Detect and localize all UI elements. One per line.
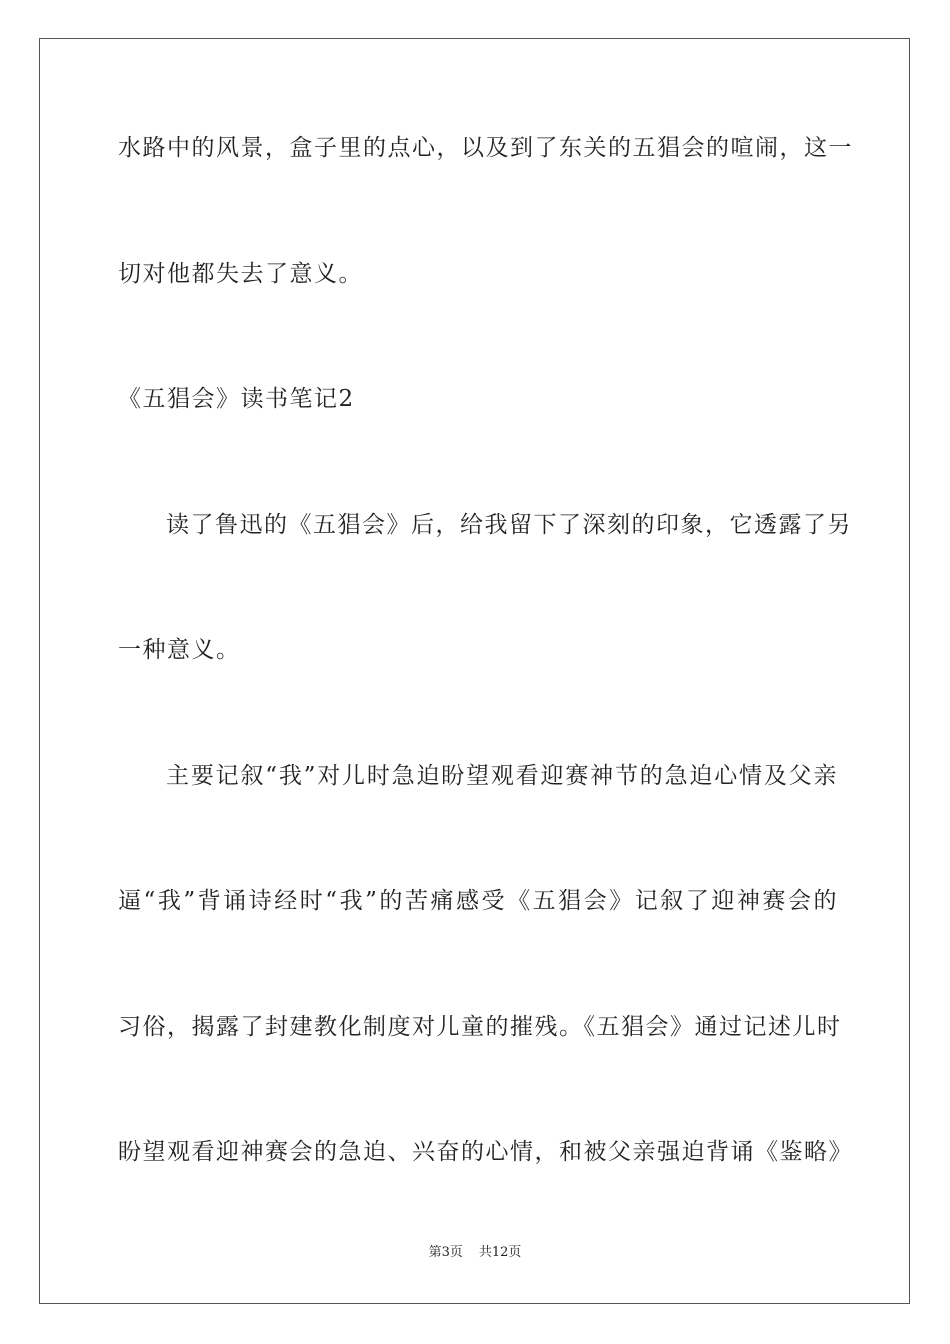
paragraph-line: 逼“我”背诵诗经时“我”的苦痛感受《五猖会》记叙了迎神赛会的 — [118, 888, 838, 914]
section-heading: 《五猖会》读书笔记2 — [118, 386, 355, 412]
paragraph-line: 盼望观看迎神赛会的急迫、兴奋的心情，和被父亲强迫背诵《鉴略》 — [118, 1139, 853, 1165]
paragraph-line: 习俗，揭露了封建教化制度对儿童的摧残。《五猖会》通过记述儿时 — [118, 1014, 842, 1040]
page-border — [39, 38, 910, 1304]
page-total: 共12页 — [478, 1245, 522, 1260]
paragraph-line: 水路中的风景，盒子里的点心，以及到了东关的五猖会的喧闹，这一 — [118, 135, 853, 161]
paragraph-line: 切对他都失去了意义。 — [118, 261, 363, 287]
page-footer — [0, 1244, 950, 1262]
page-number: 第3页 — [428, 1245, 463, 1260]
paragraph-line: 一种意义。 — [118, 637, 241, 663]
paragraph-line: 读了鲁迅的《五猖会》后，给我留下了深刻的印象，它透露了另 — [166, 512, 852, 538]
paragraph-line: 主要记叙“我”对儿时急迫盼望观看迎赛神节的急迫心情及父亲 — [166, 763, 838, 789]
